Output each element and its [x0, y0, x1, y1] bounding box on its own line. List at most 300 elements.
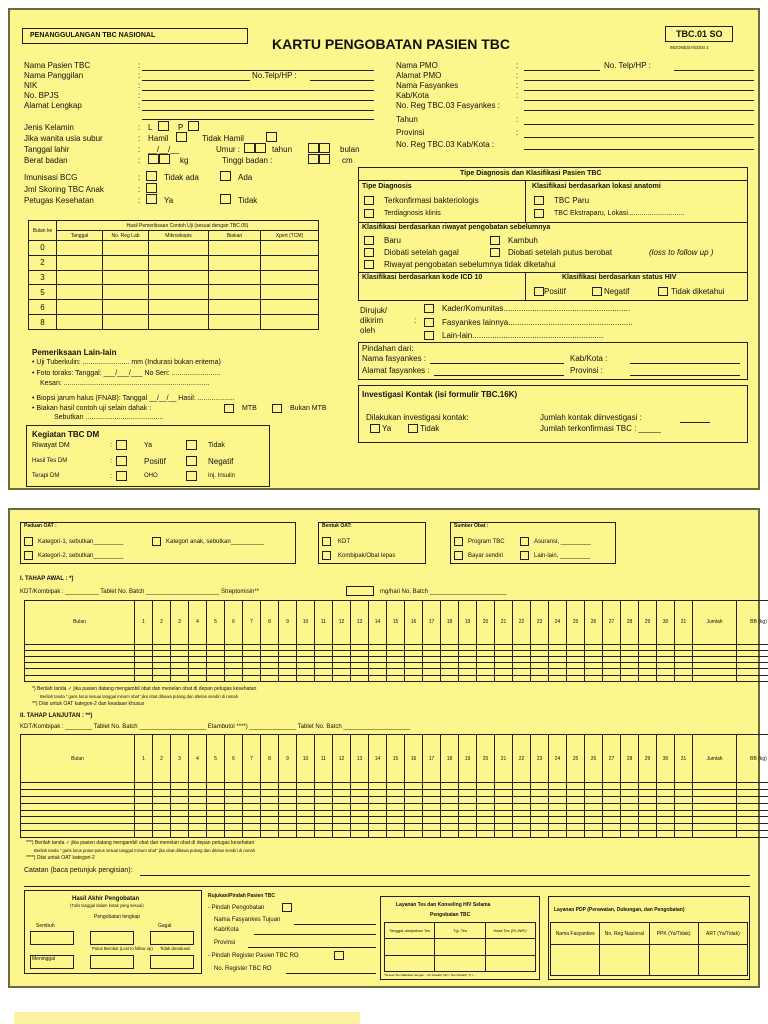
grid-cell[interactable] [315, 810, 333, 817]
grid-cell[interactable] [737, 824, 768, 831]
grid-cell[interactable] [441, 824, 459, 831]
grid-cell[interactable] [639, 810, 657, 817]
grid-cell[interactable] [21, 817, 135, 824]
grid-cell[interactable] [639, 831, 657, 838]
grid-cell[interactable] [549, 831, 567, 838]
grid-cell[interactable] [135, 831, 153, 838]
grid-cell[interactable] [297, 824, 315, 831]
grid-cell[interactable] [207, 789, 225, 796]
grid-cell[interactable] [603, 817, 621, 824]
grid-cell[interactable] [495, 824, 513, 831]
grid-cell[interactable] [603, 824, 621, 831]
lab-result-cell[interactable] [103, 255, 149, 270]
grid-cell[interactable] [279, 675, 297, 681]
grid-cell[interactable] [189, 803, 207, 810]
grid-cell[interactable] [737, 789, 768, 796]
grid-cell[interactable] [495, 789, 513, 796]
checkbox-klinis[interactable] [364, 209, 374, 218]
grid-cell[interactable] [405, 789, 423, 796]
checkbox-riwayat-ya[interactable] [116, 440, 127, 450]
grid-cell[interactable] [189, 796, 207, 803]
grid-cell[interactable] [243, 796, 261, 803]
grid-cell[interactable] [513, 675, 531, 681]
lab-result-cell[interactable] [209, 315, 261, 330]
lab-result-cell[interactable] [103, 300, 149, 315]
grid-cell[interactable] [261, 783, 279, 790]
checkbox-investigasi-ya[interactable] [370, 424, 380, 433]
grid-cell[interactable] [369, 675, 387, 681]
checkbox-lain-lain[interactable] [424, 331, 434, 340]
grid-cell[interactable] [657, 824, 675, 831]
lab-result-cell[interactable] [57, 285, 103, 300]
grid-cell[interactable] [405, 824, 423, 831]
grid-cell[interactable] [423, 789, 441, 796]
grid-cell[interactable] [423, 824, 441, 831]
grid-cell[interactable] [21, 789, 135, 796]
grid-cell[interactable] [737, 796, 768, 803]
checkbox-putus[interactable] [490, 248, 500, 257]
grid-cell[interactable] [351, 817, 369, 824]
checkbox-kambuh[interactable] [490, 236, 500, 245]
telp-field[interactable] [310, 80, 374, 81]
lab-result-cell[interactable] [103, 285, 149, 300]
grid-cell[interactable] [153, 824, 171, 831]
grid-cell[interactable] [693, 796, 737, 803]
grid-cell[interactable] [693, 789, 737, 796]
grid-cell[interactable] [261, 789, 279, 796]
grid-cell[interactable] [297, 796, 315, 803]
grid-cell[interactable] [351, 789, 369, 796]
grid-cell[interactable] [189, 831, 207, 838]
grid-cell[interactable] [423, 796, 441, 803]
checkbox-dm-positif[interactable] [116, 456, 127, 466]
grid-cell[interactable] [279, 824, 297, 831]
grid-cell[interactable] [459, 789, 477, 796]
grid-cell[interactable] [351, 803, 369, 810]
grid-cell[interactable] [207, 817, 225, 824]
pdp-cell[interactable] [551, 945, 600, 976]
grid-cell[interactable] [135, 824, 153, 831]
grid-cell[interactable] [531, 824, 549, 831]
hiv-cell[interactable] [485, 955, 535, 972]
grid-cell[interactable] [423, 817, 441, 824]
lab-result-cell[interactable] [57, 241, 103, 256]
checkbox-hiv-tidak[interactable] [658, 287, 668, 296]
grid-cell[interactable] [567, 783, 585, 790]
tahap-awal-kdt[interactable]: KDT/Kombipak : __________ Tablet No. Batch ______________________ Streptomisin** [20, 589, 260, 595]
grid-cell[interactable] [513, 803, 531, 810]
grid-cell[interactable] [441, 783, 459, 790]
grid-cell[interactable] [261, 817, 279, 824]
grid-cell[interactable] [603, 803, 621, 810]
grid-cell[interactable] [261, 824, 279, 831]
grid-cell[interactable] [351, 831, 369, 838]
grid-cell[interactable] [495, 831, 513, 838]
checkbox-petugas-tidak[interactable] [220, 194, 231, 204]
grid-cell[interactable] [441, 796, 459, 803]
grid-cell[interactable] [603, 789, 621, 796]
grid-cell[interactable] [279, 831, 297, 838]
grid-cell[interactable] [297, 817, 315, 824]
label-terkonfirmasi[interactable]: Jumlah terkonfirmasi TBC : _____ [540, 424, 661, 433]
grid-cell[interactable] [567, 675, 585, 681]
tahap-lanjut-kdt[interactable]: KDT/Kombipak : ________ Tablet No. Batch ____________________ Etambutol ****) ______________ Tablet No. Batch ____________________ [20, 724, 411, 730]
grid-cell[interactable] [549, 796, 567, 803]
grid-cell[interactable] [693, 783, 737, 790]
checkbox-investigasi-tidak[interactable] [408, 424, 418, 433]
grid-cell[interactable] [171, 817, 189, 824]
grid-cell[interactable] [567, 831, 585, 838]
grid-cell[interactable] [243, 810, 261, 817]
grid-cell[interactable] [477, 817, 495, 824]
grid-cell[interactable] [477, 675, 495, 681]
grid-cell[interactable] [387, 796, 405, 803]
grid-cell[interactable] [693, 831, 737, 838]
grid-cell[interactable] [567, 817, 585, 824]
grid-cell[interactable] [549, 675, 567, 681]
checkbox-bukan-mtb[interactable] [272, 404, 282, 413]
grid-cell[interactable] [315, 796, 333, 803]
grid-cell[interactable] [531, 803, 549, 810]
grid-cell[interactable] [333, 675, 351, 681]
grid-cell[interactable] [243, 803, 261, 810]
checkbox-kombipak[interactable] [322, 551, 331, 560]
checkbox-bcg-tidak-ada[interactable] [146, 171, 157, 181]
grid-cell[interactable] [243, 817, 261, 824]
checkbox-paru[interactable] [534, 196, 544, 205]
grid-cell[interactable] [621, 803, 639, 810]
grid-cell[interactable] [549, 783, 567, 790]
checkbox-insulin[interactable] [186, 471, 197, 481]
lab-result-cell[interactable] [209, 270, 261, 285]
grid-cell[interactable] [737, 783, 768, 790]
rujukan-kab-field[interactable] [254, 934, 376, 935]
grid-cell[interactable] [567, 824, 585, 831]
grid-cell[interactable] [675, 803, 693, 810]
grid-cell[interactable] [21, 831, 135, 838]
lab-result-cell[interactable] [149, 300, 209, 315]
grid-cell[interactable] [693, 803, 737, 810]
biopsi[interactable]: • Biopsi jarum halus (FNAB): Tanggal __/__/__ Hasil: ................... [32, 395, 235, 402]
grid-cell[interactable] [459, 831, 477, 838]
grid-cell[interactable] [333, 796, 351, 803]
grid-cell[interactable] [603, 675, 621, 681]
grid-cell[interactable] [135, 789, 153, 796]
checkbox-mtb[interactable] [224, 404, 234, 413]
grid-cell[interactable] [693, 824, 737, 831]
lab-result-cell[interactable] [261, 255, 319, 270]
grid-cell[interactable] [225, 824, 243, 831]
lab-result-cell[interactable] [103, 270, 149, 285]
grid-cell[interactable] [135, 796, 153, 803]
grid-cell[interactable] [423, 675, 441, 681]
grid-cell[interactable] [405, 675, 423, 681]
pdp-cell[interactable] [698, 945, 747, 976]
grid-cell[interactable] [621, 796, 639, 803]
grid-cell[interactable] [279, 810, 297, 817]
grid-cell[interactable] [225, 817, 243, 824]
box-gagal[interactable] [150, 931, 194, 945]
box-tidak-dievaluasi[interactable] [150, 955, 194, 969]
grid-cell[interactable] [693, 810, 737, 817]
grid-cell[interactable] [621, 789, 639, 796]
alamat-pmo-field[interactable] [524, 80, 754, 81]
lab-result-cell[interactable] [149, 315, 209, 330]
grid-cell[interactable] [333, 789, 351, 796]
checkbox-fasyankes-lain[interactable] [424, 318, 434, 327]
grid-cell[interactable] [513, 783, 531, 790]
grid-cell[interactable] [657, 817, 675, 824]
grid-cell[interactable] [639, 817, 657, 824]
grid-cell[interactable] [441, 803, 459, 810]
grid-cell[interactable] [459, 817, 477, 824]
grid-cell[interactable] [351, 796, 369, 803]
grid-cell[interactable] [459, 796, 477, 803]
grid-cell[interactable] [207, 810, 225, 817]
grid-cell[interactable] [531, 675, 549, 681]
grid-cell[interactable] [513, 789, 531, 796]
grid-cell[interactable] [333, 783, 351, 790]
grid-cell[interactable] [495, 803, 513, 810]
reg03-fasyankes-field[interactable] [524, 110, 754, 111]
umur-bulan-box-2[interactable] [319, 143, 330, 153]
grid-cell[interactable] [243, 824, 261, 831]
grid-cell[interactable] [737, 675, 768, 681]
grid-cell[interactable] [315, 824, 333, 831]
grid-cell[interactable] [171, 675, 189, 681]
grid-cell[interactable] [405, 803, 423, 810]
grid-cell[interactable] [495, 783, 513, 790]
grid-cell[interactable] [315, 831, 333, 838]
grid-cell[interactable] [549, 810, 567, 817]
bpjs-field[interactable] [142, 100, 374, 101]
checkbox-kader[interactable] [424, 304, 434, 313]
grid-cell[interactable] [603, 796, 621, 803]
grid-cell[interactable] [531, 810, 549, 817]
streptomisin-dose-box[interactable] [346, 586, 374, 596]
grid-cell[interactable] [153, 817, 171, 824]
grid-cell[interactable] [675, 783, 693, 790]
grid-cell[interactable] [737, 803, 768, 810]
grid-cell[interactable] [585, 810, 603, 817]
grid-cell[interactable] [531, 817, 549, 824]
umur-tahun-box-2[interactable] [255, 143, 266, 153]
checkbox-hamil[interactable] [176, 132, 187, 142]
grid-cell[interactable] [225, 789, 243, 796]
grid-cell[interactable] [225, 831, 243, 838]
grid-cell[interactable] [369, 810, 387, 817]
berat-box-2[interactable] [159, 154, 170, 164]
grid-cell[interactable] [513, 817, 531, 824]
grid-cell[interactable] [567, 789, 585, 796]
grid-cell[interactable] [297, 675, 315, 681]
grid-cell[interactable] [387, 831, 405, 838]
grid-cell[interactable] [621, 810, 639, 817]
lab-result-cell[interactable] [103, 241, 149, 256]
grid-cell[interactable] [261, 803, 279, 810]
grid-cell[interactable] [513, 831, 531, 838]
grid-cell[interactable] [243, 675, 261, 681]
catatan-line-2[interactable] [24, 886, 750, 887]
grid-cell[interactable] [153, 803, 171, 810]
checkbox-oho[interactable] [116, 471, 127, 481]
grid-cell[interactable] [279, 803, 297, 810]
grid-cell[interactable] [657, 810, 675, 817]
box-meninggal[interactable] [30, 955, 74, 969]
grid-cell[interactable] [279, 817, 297, 824]
grid-cell[interactable] [333, 817, 351, 824]
box-lengkap[interactable] [90, 931, 134, 945]
pindahan-nama-field[interactable] [430, 363, 564, 364]
grid-cell[interactable] [549, 824, 567, 831]
grid-cell[interactable] [423, 831, 441, 838]
grid-cell[interactable] [225, 810, 243, 817]
kabkota-field[interactable] [524, 100, 754, 101]
pindahan-prov-field[interactable] [630, 375, 740, 376]
hiv-cell[interactable] [485, 939, 535, 956]
grid-cell[interactable] [693, 817, 737, 824]
grid-cell[interactable] [369, 796, 387, 803]
jumlah-kontak-field[interactable] [680, 422, 710, 423]
grid-cell[interactable] [737, 831, 768, 838]
lab-result-cell[interactable] [261, 285, 319, 300]
grid-cell[interactable] [549, 803, 567, 810]
pindahan-alamat-field[interactable] [434, 375, 564, 376]
grid-cell[interactable] [441, 675, 459, 681]
grid-cell[interactable] [459, 803, 477, 810]
grid-cell[interactable] [405, 831, 423, 838]
lab-result-cell[interactable] [57, 270, 103, 285]
grid-cell[interactable] [387, 783, 405, 790]
grid-cell[interactable] [369, 803, 387, 810]
grid-cell[interactable] [369, 817, 387, 824]
box-putus[interactable] [90, 955, 134, 969]
lab-result-cell[interactable] [57, 255, 103, 270]
grid-cell[interactable] [657, 675, 675, 681]
grid-cell[interactable] [351, 675, 369, 681]
nik-field[interactable] [142, 90, 374, 91]
grid-cell[interactable] [297, 831, 315, 838]
grid-cell[interactable] [477, 810, 495, 817]
grid-cell[interactable] [675, 831, 693, 838]
grid-cell[interactable] [135, 675, 153, 681]
grid-cell[interactable] [261, 810, 279, 817]
checkbox-program-tbc[interactable] [454, 537, 463, 546]
grid-cell[interactable] [657, 831, 675, 838]
grid-cell[interactable] [441, 810, 459, 817]
lab-result-cell[interactable] [57, 300, 103, 315]
grid-cell[interactable] [189, 783, 207, 790]
lab-result-cell[interactable] [261, 300, 319, 315]
grid-cell[interactable] [531, 789, 549, 796]
grid-cell[interactable] [639, 789, 657, 796]
grid-cell[interactable] [675, 824, 693, 831]
grid-cell[interactable] [387, 803, 405, 810]
grid-cell[interactable] [477, 824, 495, 831]
grid-cell[interactable] [297, 803, 315, 810]
nama-tujuan-field[interactable] [294, 924, 376, 925]
grid-cell[interactable] [225, 803, 243, 810]
grid-cell[interactable] [675, 817, 693, 824]
nama-panggilan-field[interactable] [142, 80, 250, 81]
checkbox-asuransi[interactable] [520, 537, 529, 546]
noreg-ro-field[interactable] [286, 973, 376, 974]
grid-cell[interactable] [423, 810, 441, 817]
checkbox-tidak-hamil[interactable] [266, 132, 277, 142]
grid-cell[interactable] [351, 824, 369, 831]
grid-cell[interactable] [477, 783, 495, 790]
grid-cell[interactable] [351, 783, 369, 790]
tahap-awal-mghari[interactable]: mg/hari No. Batch _______________________ [380, 589, 507, 595]
grid-cell[interactable] [279, 789, 297, 796]
grid-cell[interactable] [387, 789, 405, 796]
hiv-cell[interactable] [385, 955, 435, 972]
grid-cell[interactable] [153, 783, 171, 790]
foto-toraks[interactable]: • Foto toraks: Tanggal: ___/___/___ No Seri: ......................... [32, 370, 221, 377]
provinsi-field[interactable] [524, 137, 754, 138]
grid-cell[interactable] [639, 783, 657, 790]
berat-box-1[interactable] [148, 154, 159, 164]
grid-cell[interactable] [387, 817, 405, 824]
grid-cell[interactable] [585, 803, 603, 810]
grid-cell[interactable] [423, 783, 441, 790]
pmo-field[interactable] [524, 70, 600, 71]
grid-cell[interactable] [585, 817, 603, 824]
grid-cell[interactable] [495, 796, 513, 803]
grid-cell[interactable] [621, 675, 639, 681]
checkbox-hiv-negatif[interactable] [592, 287, 602, 296]
checkbox-gagal[interactable] [364, 248, 374, 257]
lab-result-cell[interactable] [261, 241, 319, 256]
grid-cell[interactable] [621, 831, 639, 838]
pdp-cell[interactable] [649, 945, 698, 976]
grid-cell[interactable] [153, 789, 171, 796]
grid-cell[interactable] [333, 824, 351, 831]
checkbox-lain-lain[interactable] [520, 551, 529, 560]
grid-cell[interactable] [135, 803, 153, 810]
grid-cell[interactable] [171, 789, 189, 796]
grid-cell[interactable] [549, 789, 567, 796]
grid-cell[interactable] [189, 824, 207, 831]
lab-result-cell[interactable] [149, 241, 209, 256]
lab-result-cell[interactable] [149, 285, 209, 300]
checkbox-pindah-register[interactable] [334, 951, 344, 960]
grid-cell[interactable] [441, 817, 459, 824]
checkbox-bakteriologis[interactable] [364, 196, 374, 205]
tahun-field[interactable] [524, 124, 754, 125]
grid-cell[interactable] [369, 783, 387, 790]
grid-cell[interactable] [513, 810, 531, 817]
grid-cell[interactable] [675, 796, 693, 803]
grid-cell[interactable] [603, 783, 621, 790]
grid-cell[interactable] [315, 817, 333, 824]
checkbox-bayar-sendiri[interactable] [454, 551, 463, 560]
checkbox-bcg-ada[interactable] [220, 171, 231, 181]
grid-cell[interactable] [189, 789, 207, 796]
grid-cell[interactable] [369, 831, 387, 838]
grid-cell[interactable] [243, 783, 261, 790]
grid-cell[interactable] [675, 675, 693, 681]
sebutkan[interactable]: Sebutkan ........................................ [54, 414, 164, 421]
grid-cell[interactable] [333, 831, 351, 838]
checkbox-riwayat-tidak[interactable] [364, 260, 374, 269]
lab-result-cell[interactable] [103, 315, 149, 330]
grid-cell[interactable] [315, 675, 333, 681]
grid-cell[interactable] [657, 789, 675, 796]
pmo-telp-field[interactable] [674, 70, 754, 71]
grid-cell[interactable] [639, 824, 657, 831]
grid-cell[interactable] [423, 803, 441, 810]
